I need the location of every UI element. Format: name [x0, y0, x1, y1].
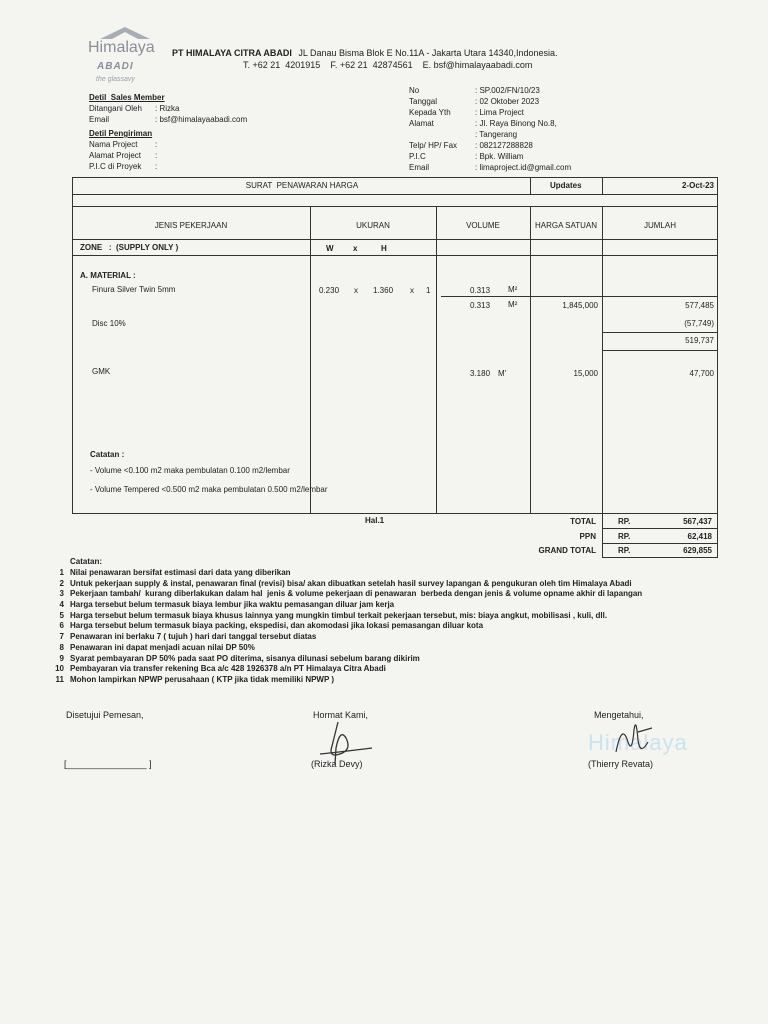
handled-by-value: : Rizka	[155, 104, 180, 113]
grand-total-value: 629,855	[683, 546, 712, 555]
date-label: Tanggal	[409, 97, 438, 106]
quotation-table	[72, 177, 718, 514]
item1-unit-1: M²	[508, 285, 518, 294]
item1-x1: x	[354, 286, 358, 295]
client-email-value: : limaproject.id@gmail.com	[475, 163, 572, 172]
totals-block	[530, 514, 718, 558]
pic-label: P.I.C	[409, 152, 426, 161]
recipient-value: : Lima Project	[475, 108, 524, 117]
discount-value: (57,749)	[684, 319, 714, 328]
terms-item	[46, 611, 696, 622]
ppn-value: 62,418	[687, 532, 712, 541]
header-size: UKURAN	[356, 221, 390, 230]
terms-item	[46, 568, 696, 579]
terms-item-text: Pembayaran via transfer rekening Bca a/c 428 1926378 a/n PT Himalaya Citra Abadi	[70, 664, 386, 674]
regards-name: (Rizka Devy)	[311, 759, 363, 769]
known-name: (Thierry Revata)	[588, 759, 654, 769]
date-value: : 02 Oktober 2023	[475, 97, 540, 106]
logo-name: Himalaya	[88, 39, 155, 56]
item1-unit-2: M²	[508, 300, 518, 309]
gmk-volume: 3.180	[470, 369, 491, 378]
terms-item-text: Penawaran ini dapat menjadi acuan nilai DP 50%	[70, 642, 255, 652]
terms-item	[46, 621, 696, 632]
item1-x2: x	[410, 286, 414, 295]
total-value: 567,437	[683, 517, 712, 526]
project-name-value: :	[155, 140, 158, 149]
terms-list	[46, 568, 696, 686]
grand-total-label: GRAND TOTAL	[538, 546, 596, 555]
handled-by-label: Ditangani Oleh	[89, 104, 142, 113]
total-label: TOTAL	[570, 517, 596, 526]
terms-item-number: 6	[59, 621, 64, 631]
logo-tagline: the glassavy	[96, 76, 135, 83]
table-note-1: - Volume <0.100 m2 maka pembulatan 0.100 m2/lembar	[90, 466, 290, 475]
thierry-signature-icon	[608, 712, 658, 762]
item1-unit-price: 1,845,000	[562, 301, 598, 310]
phone-value: : 082127288828	[475, 141, 533, 150]
terms-item-text: Harga tersebut belum termasuk biaya packing, ekspedisi, dan akomodasi jika lokasi pemasangan diluar kota	[70, 621, 484, 631]
known-label: Mengetahui,	[594, 710, 644, 720]
project-address-label: Alamat Project	[89, 151, 142, 160]
item1-qty: 1	[426, 286, 431, 295]
himalaya-watermark: Himalaya	[588, 730, 688, 755]
terms-item	[46, 643, 696, 654]
updates-label: Updates	[550, 181, 582, 190]
recipient-label: Kepada Yth	[409, 108, 451, 117]
company-address: JL Danau Bisma Blok E No.11A - Jakarta Utara 14340,Indonesia.	[298, 48, 558, 58]
ppn-label: PPN	[579, 532, 596, 541]
phone-label: Telp/ HP/ Fax	[409, 141, 458, 150]
company-contact: T. +62 21 4201915 F. +62 21 42874561 E. bsf@himalayaabadi.com	[243, 60, 533, 70]
item1-volume-2: 0.313	[470, 301, 491, 310]
address-value-1: : Jl. Raya Binong No.8,	[475, 119, 557, 128]
discount-label: Disc 10%	[92, 319, 126, 328]
project-pic-label: P.I.C di Proyek	[89, 162, 142, 171]
terms-item	[46, 589, 696, 600]
zone-label: ZONE : (SUPPLY ONLY )	[80, 243, 179, 252]
item1-width: 0.230	[319, 286, 340, 295]
header-total: JUMLAH	[643, 221, 676, 230]
mountain-logo-icon	[100, 26, 150, 40]
terms-item-number: 11	[55, 674, 64, 684]
gmk-unit-price: 15,000	[573, 369, 598, 378]
terms-item	[46, 664, 696, 675]
section-material: A. MATERIAL :	[80, 271, 136, 280]
project-pic-value: :	[155, 162, 158, 171]
grand-total-currency: RP.	[618, 546, 631, 555]
terms-item-number: 1	[59, 568, 64, 577]
ppn-currency: RP.	[618, 532, 631, 541]
gmk-label: GMK	[92, 367, 111, 376]
regards-label: Hormat Kami,	[313, 710, 369, 720]
item1-volume-1: 0.313	[470, 286, 491, 295]
header-job: JENIS PEKERJAAN	[154, 221, 228, 230]
terms-item	[46, 600, 696, 611]
item1-total: 577,485	[685, 301, 714, 310]
total-currency: RP.	[618, 517, 631, 526]
client-email-label: Email	[409, 163, 430, 172]
terms-item-text: Mohon lampirkan NPWP perusahaan ( KTP jika tidak memiliki NPWP )	[70, 674, 335, 684]
terms-item-text: Untuk pekerjaan supply & instal, penawaran final (revisi) bisa/ akan dibuatkan setelah hasil survey lapangan & pengukuran oleh tim Himalaya Abadi	[70, 578, 632, 588]
table-title: SURAT PENAWARAN HARGA	[245, 181, 359, 190]
terms-item-number: 5	[59, 610, 64, 620]
sales-heading: Detil Sales Member	[89, 93, 165, 102]
company-name: PT HIMALAYA CITRA ABADI	[172, 48, 292, 58]
no-label: No	[409, 86, 420, 95]
header-unit-price: HARGA SATUAN	[534, 221, 598, 230]
project-address-value: :	[155, 151, 158, 160]
terms-item	[46, 675, 696, 686]
project-name-label: Nama Project	[89, 140, 138, 149]
company-header	[172, 48, 592, 59]
terms-item-number: 2	[59, 578, 64, 588]
terms-heading: Catatan:	[70, 557, 103, 566]
pic-value: : Bpk. William	[475, 152, 524, 161]
page-number: Hal.1	[365, 516, 385, 525]
approved-signature-blank: [________________ ]	[64, 759, 152, 769]
table-note-2: - Volume Tempered <0.500 m2 maka pembulatan 0.500 m2/lembar	[90, 485, 328, 494]
terms-item-text: Nilai penawaran bersifat estimasi dari data yang diberikan	[70, 568, 291, 577]
address-label: Alamat	[409, 119, 434, 128]
no-value: : SP.002/FN/10/23	[475, 86, 540, 95]
terms-item-text: Harga tersebut belum termasuk biaya lembur jika waktu pemasangan diluar jam kerja	[70, 600, 395, 610]
terms-item-number: 7	[59, 632, 64, 642]
sales-email-value: : bsf@himalayaabadi.com	[155, 115, 248, 124]
subtotal-value: 519,737	[685, 336, 714, 345]
terms-item-text: Harga tersebut belum termasuk biaya khusus lainnya yang mungkin timbul terkait pekerjaan tersebut, mis: biaya angkut, mobilisasi , kuli, dll.	[70, 610, 608, 620]
terms-item-text: Penawaran ini berlaku 7 ( tujuh ) hari dari tanggal tersebut diatas	[70, 632, 317, 642]
header-volume: VOLUME	[466, 221, 500, 230]
terms-item-number: 3	[59, 589, 64, 599]
company-logo	[82, 26, 162, 96]
approved-label: Disetujui Pemesan,	[66, 710, 144, 720]
terms-item	[46, 654, 696, 665]
updates-value: 2-Oct-23	[681, 181, 714, 190]
gmk-total: 47,700	[689, 369, 714, 378]
table-notes-title: Catatan :	[90, 450, 125, 459]
terms-item-text: Syarat pembayaran DP 50% pada saat PO diterima, sisanya dilunasi sebelum barang dikirim	[70, 653, 420, 663]
address-value-2: : Tangerang	[475, 130, 518, 139]
item1-name: Finura Silver Twin 5mm	[92, 285, 176, 294]
terms-item	[46, 632, 696, 643]
terms-item-number: 10	[55, 664, 64, 674]
meta-block	[409, 86, 609, 176]
zone-x: x	[353, 244, 358, 253]
sales-email-label: Email	[89, 115, 110, 124]
terms-item-number: 8	[59, 642, 64, 652]
terms-item-text: Pekerjaan tambah/ kurang diberlakukan dalam hal jenis & volume pekerjaan di penawaran berbeda dengan jenis & volume opname akhir di lapangan	[70, 589, 643, 599]
item1-height: 1.360	[373, 286, 394, 295]
shipping-heading: Detil Pengiriman	[89, 129, 153, 138]
terms-item	[46, 579, 696, 590]
logo-subtitle: ABADI	[97, 61, 134, 72]
zone-w: W	[326, 244, 334, 253]
gmk-unit: M'	[498, 369, 507, 378]
terms-item-number: 9	[59, 653, 64, 663]
zone-h: H	[381, 244, 387, 253]
terms-item-number: 4	[59, 600, 64, 610]
